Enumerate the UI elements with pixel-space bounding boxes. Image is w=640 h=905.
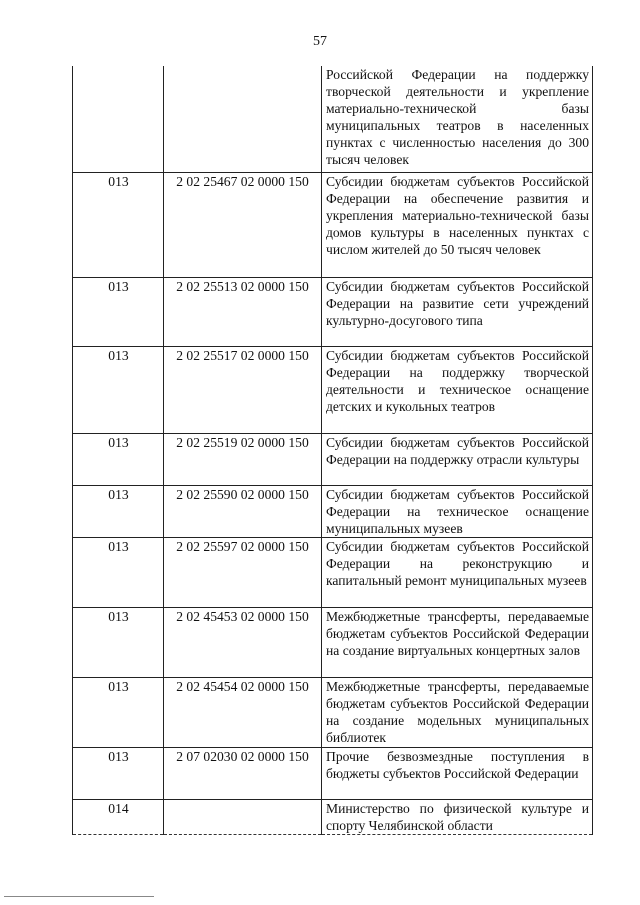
table-row: [73, 485, 593, 537]
admin-code-cell: 013: [73, 433, 164, 485]
page-number: 57: [313, 34, 327, 49]
table-row: [73, 277, 593, 346]
footnote-separator: [4, 896, 154, 897]
revenue-code-cell: 2 02 25513 02 0000 150: [164, 277, 322, 346]
admin-code-cell: 013: [73, 677, 164, 747]
table-row: [73, 607, 593, 677]
table-row: [73, 799, 593, 834]
revenue-code-cell: 2 02 45454 02 0000 150: [164, 677, 322, 747]
budget-codes-table: [72, 66, 593, 835]
admin-code-cell: 013: [73, 537, 164, 607]
table-row: [73, 537, 593, 607]
revenue-code-cell: [164, 799, 322, 834]
revenue-name-cell: Министерство по физической культуре и спорту Челябинской области: [322, 799, 593, 834]
admin-code-cell: 013: [73, 747, 164, 799]
table-row: [73, 747, 593, 799]
revenue-code-cell: 2 02 25467 02 0000 150: [164, 172, 322, 277]
admin-code-cell: 013: [73, 607, 164, 677]
admin-code-cell: 013: [73, 346, 164, 433]
table-row: [73, 433, 593, 485]
revenue-name-cell: Субсидии бюджетам субъектов Российской Федерации на обеспечение развития и укрепления материально-технической базы домов культуры в населенных пунктах с числом жителей до 50 тысяч человек: [322, 172, 593, 277]
revenue-code-cell: 2 02 25590 02 0000 150: [164, 485, 322, 537]
revenue-name-cell: Межбюджетные трансферты, передаваемые бюджетам субъектов Российской Федерации на создание виртуальных концертных залов: [322, 607, 593, 677]
revenue-name-cell: Субсидии бюджетам субъектов Российской Федерации на реконструкцию и капитальный ремонт муниципальных музеев: [322, 537, 593, 607]
revenue-code-cell: 2 02 45453 02 0000 150: [164, 607, 322, 677]
table-row: [73, 66, 593, 172]
table-row: [73, 677, 593, 747]
revenue-name-cell: Прочие безвозмездные поступления в бюджеты субъектов Российской Федерации: [322, 747, 593, 799]
admin-code-cell: [73, 66, 164, 172]
revenue-name-cell: Межбюджетные трансферты, передаваемые бюджетам субъектов Российской Федерации на создание модельных муниципальных библиотек: [322, 677, 593, 747]
revenue-code-cell: 2 07 02030 02 0000 150: [164, 747, 322, 799]
revenue-code-cell: [164, 66, 322, 172]
revenue-name-cell: Российской Федерации на поддержку творческой деятельности и укрепление материально-технической базы муниципальных театров в населенных пунктах с численностью населения до 300 тысяч человек: [322, 66, 593, 172]
admin-code-cell: 014: [73, 799, 164, 834]
table-row: [73, 172, 593, 277]
admin-code-cell: 013: [73, 172, 164, 277]
table-row: [73, 346, 593, 433]
revenue-name-cell: Субсидии бюджетам субъектов Российской Федерации на техническое оснащение муниципальных музеев: [322, 485, 593, 537]
revenue-code-cell: 2 02 25519 02 0000 150: [164, 433, 322, 485]
revenue-name-cell: Субсидии бюджетам субъектов Российской Федерации на развитие сети учреждений культурно-досугового типа: [322, 277, 593, 346]
revenue-name-cell: Субсидии бюджетам субъектов Российской Федерации на поддержку творческой деятельности и техническое оснащение детских и кукольных театров: [322, 346, 593, 433]
admin-code-cell: 013: [73, 485, 164, 537]
revenue-name-cell: Субсидии бюджетам субъектов Российской Федерации на поддержку отрасли культуры: [322, 433, 593, 485]
revenue-code-cell: 2 02 25597 02 0000 150: [164, 537, 322, 607]
revenue-code-cell: 2 02 25517 02 0000 150: [164, 346, 322, 433]
admin-code-cell: 013: [73, 277, 164, 346]
